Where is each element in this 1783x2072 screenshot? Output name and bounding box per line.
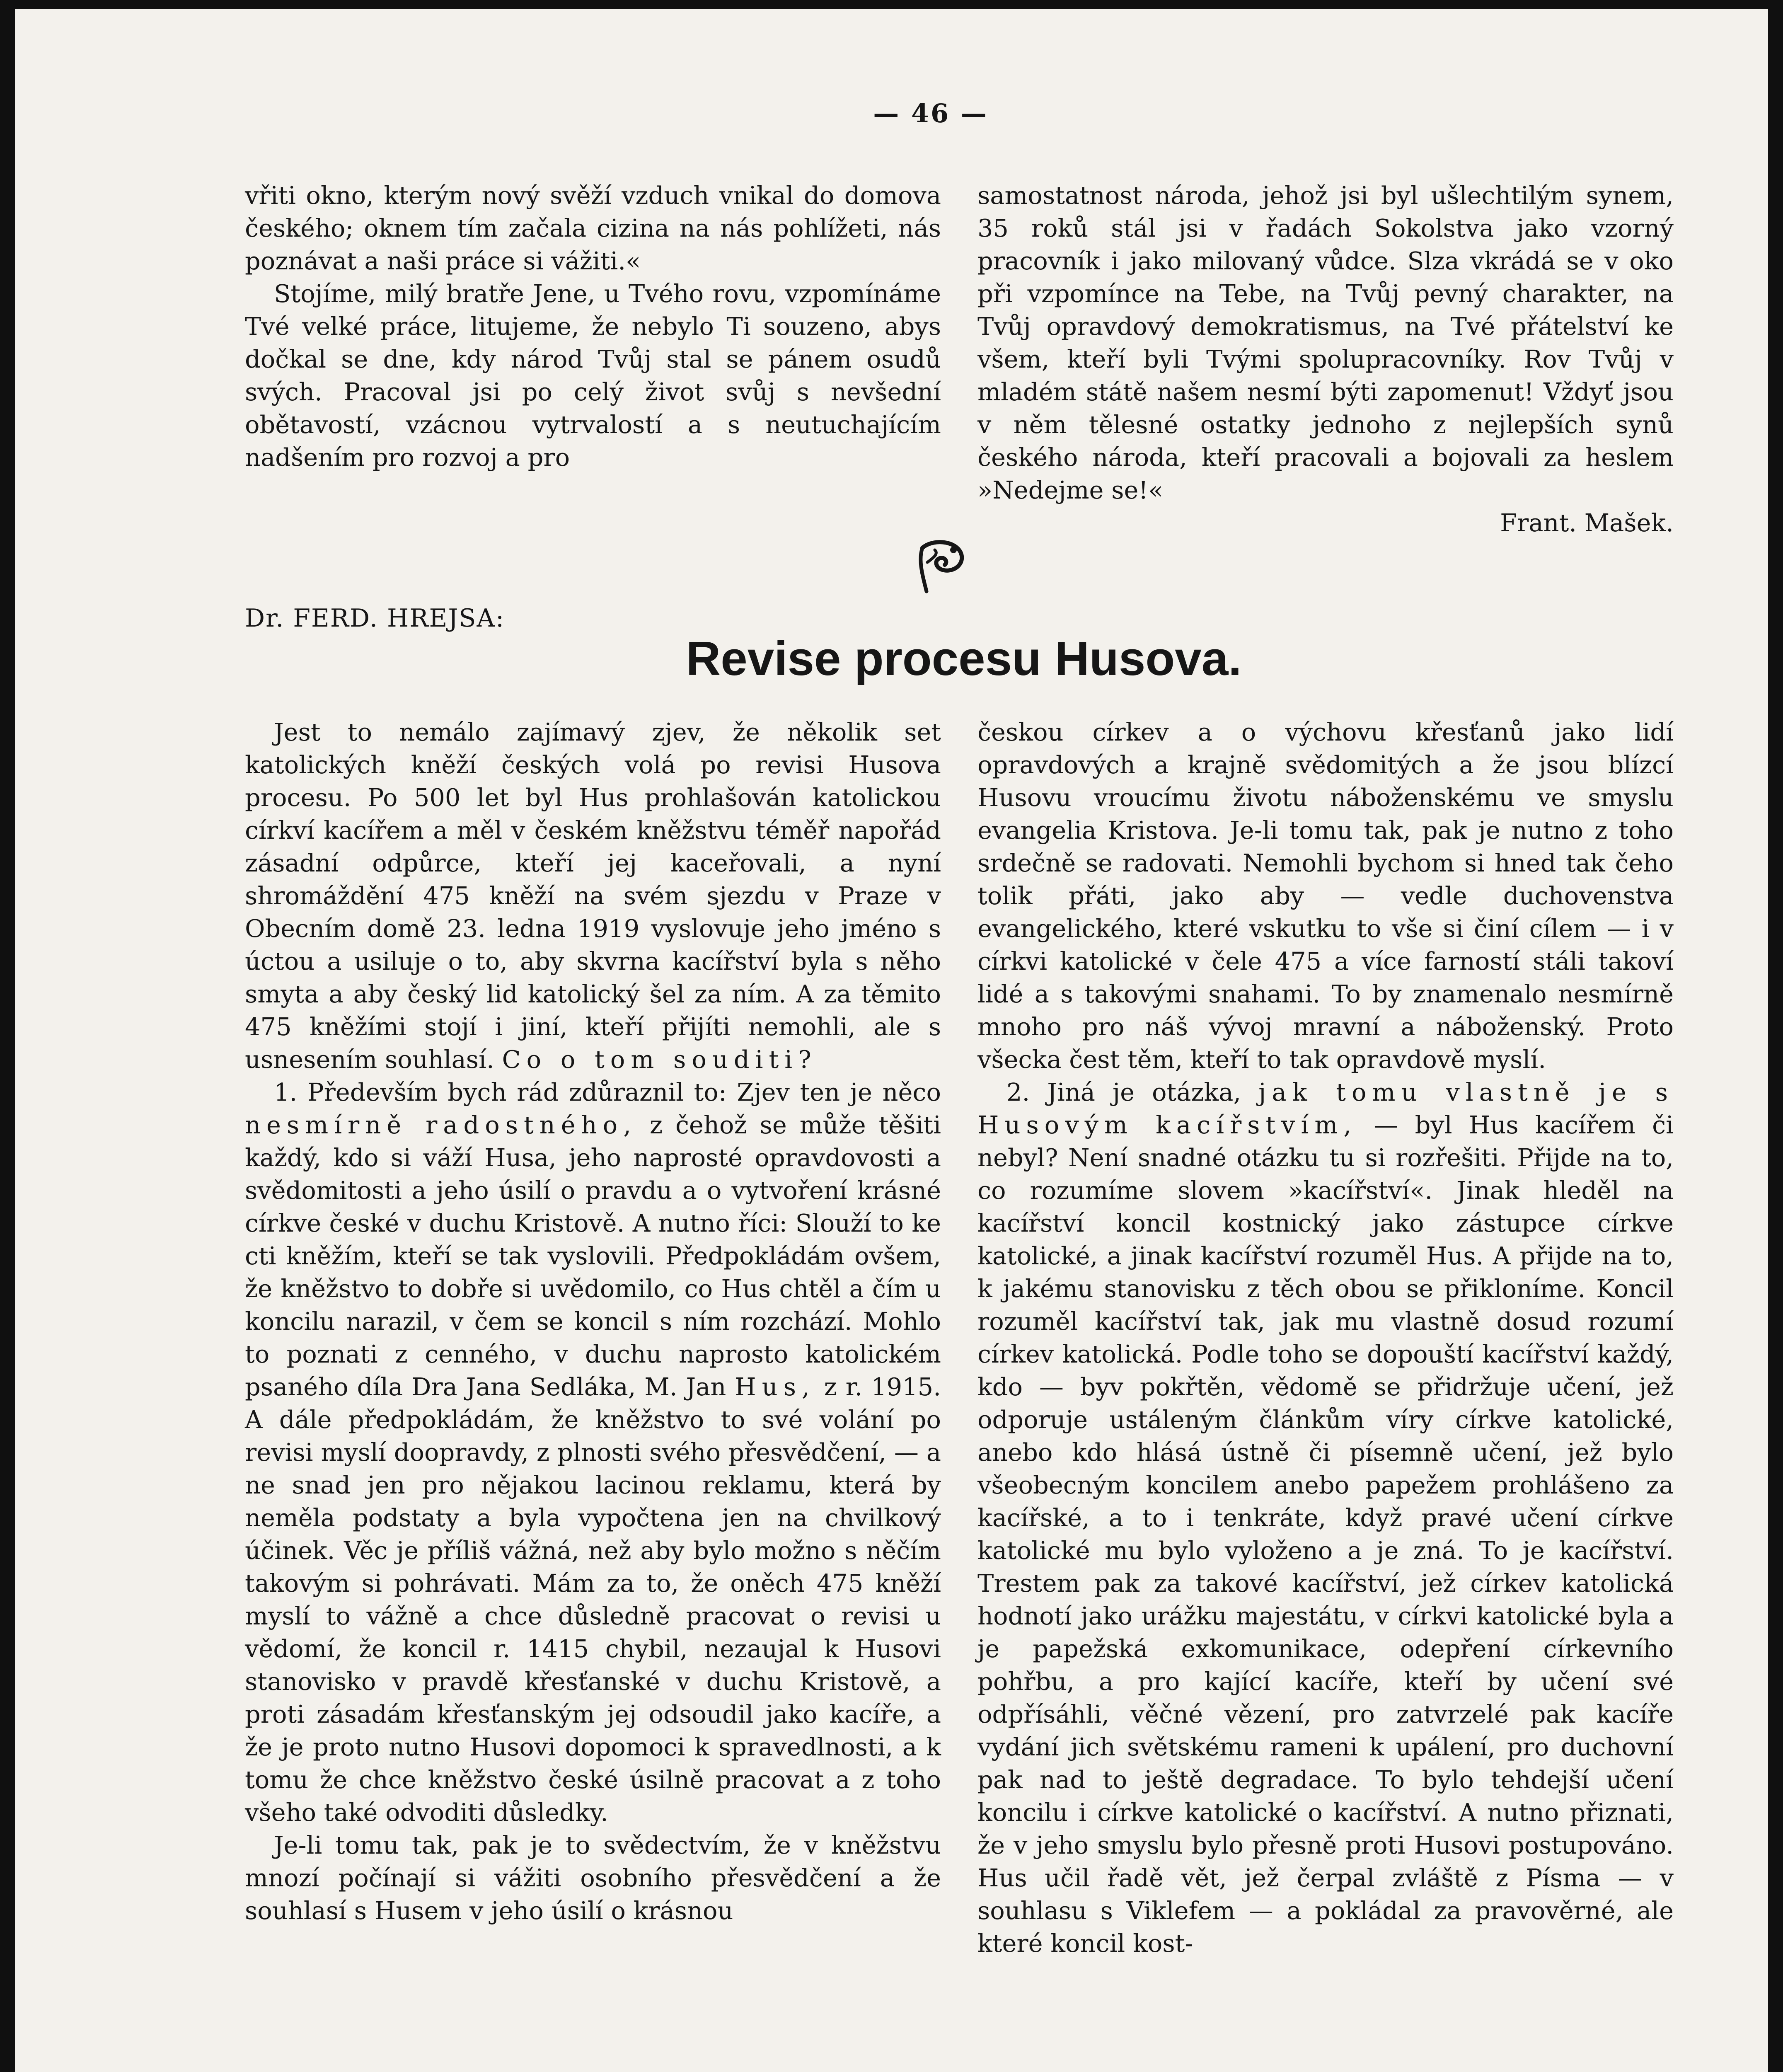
article-paragraph	[245, 1076, 941, 1829]
text-run: — byl Hus kacířem či nebyl? Není snadné otázku tu si rozřešiti. Přijde na to, co rozumíme slovem »kacířství«. Jinak hleděl na kacířství koncil kostnický jako zástupce církve katolické, a jinak kacířství rozuměl Hus. A přijde na to, k jakému stanovisku z těch obou se přikloníme. Koncil rozuměl kacířství tak, jak mu vlastně dosud rozumí církev katolická. Podle toho se dopouští kacířství každý, kdo — byv pokřtěn, vědomě se přidržuje učení, jež odporuje ustáleným článkům víry církve katolické, anebo kdo hlásá ústně či písemně učení, jež bylo všeobecným koncilem anebo papežem prohlášeno za kacířské, a to i tenkráte, když pravé učení církve katolické mu bylo vyloženo a je zná. To je kacířství. Trestem pak za takové kacířství, jež církev katolická hodnotí jako urážku majestátu, v církvi katolické byla a je papežská exkomunikace, odepření církevního pohřbu, a pro kající kacíře, kteří by učení své odpřísáhli, věčné vězení, pro zatvrzelé pak kacíře vydání jich světskému rameni k upálení, pro duchovní pak nad to ještě degradace. To bylo tehdejší učení koncilu i církve katolické o kacířství. A nutno přiznati, že v jeho smyslu bylo přesně proti Husovi postupováno. Hus učil řadě vět, jež čerpal zvláště z Písma — v souhlasu s Viklefem — a pokládal za pravověrné, ale které koncil kost-	[977, 1111, 1674, 1958]
text-run: z čehož se může těšiti každý, kdo si váží Husa, jeho naprosté opravdovosti a svědomitosti a jeho úsilí o pravdu a o vytvoření krásné církve české v duchu Kristově. A nutno říci: Slouží to ke cti kněžím, kteří se tak vyslovili. Předpokládám ovšem, že kněžstvo to dobře si uvědomilo, co Hus chtěl a čím u koncilu narazil, v čem se koncil s ním rozchází. Mohlo to poznati z cenného, v duchu naprosto katolickém psaného díla Dra Jana Sedláka, M. Jan	[245, 1111, 941, 1401]
obituary-paragraph: Stojíme, milý bratře Jene, u Tvého rovu, vzpomínáme Tvé velké práce, litujeme, že nebylo Ti souzeno, abys dočkal se dne, kdy národ Tvůj stal se pánem osudů svých. Pracoval jsi po celý život svůj s nevšední obětavostí, vzácnou vytrvalostí a s neutuchajícím nadšením pro rozvoj a pro	[245, 279, 941, 472]
emphasis: Co o tom souditi?	[502, 1045, 817, 1074]
obituary-right-column	[977, 179, 1674, 539]
text-run: Jest to nemálo zajímavý zjev, že několik set katolických kněží českých volá po revisi Husova procesu. Po 500 let byl Hus prohlašován katolickou církví kacířem a měl v českém kněžstvu téměř napořád zásadní odpůrce, kteří jej kaceřovali, a nyní shromáždění 475 kněží na svém sjezdu v Praze v Obecním domě 23. ledna 1919 vyslovuje jeho jméno s úctou a usiluje o to, aby skvrna kacířství byla s něho smyta a aby český lid katolický šel za ním. A za těmito 475 kněžími stojí i jiní, kteří přijíti nemohli, ale s usnesením souhlasí.	[245, 718, 941, 1074]
article-author: Dr. FERD. HREJSA:	[245, 604, 505, 633]
emphasis: nesmírně radostného,	[245, 1111, 637, 1139]
fleuron-ornament-icon	[910, 537, 972, 595]
obituary-paragraph: samostatnost národa, jehož jsi byl ušlechtilým synem, 35 roků stál jsi v řadách Sokolstva jako vzorný pracovník i jako milovaný vůdce. Slza vkrádá se v oko při vzpomínce na Tebe, na Tvůj pevný charakter, na Tvůj opravdový demokratismus, na Tvé přátelství ke všem, kteří byli Tvými spolupracovníky. Rov Tvůj v mladém státě našem nesmí býti zapomenut! Vždyť jsou v něm tělesné ostatky jednoho z nejlepších synů českého národa, kteří pracovali a bojovali za heslem »Nedejme se!«	[977, 181, 1674, 504]
emphasis: Hus,	[735, 1372, 815, 1401]
article-paragraph: českou církev a o výchovu křesťanů jako lidí opravdových a krajně svědomitých a že jsou blízcí Husovu vroucímu životu náboženskému ve smyslu evangelia Kristova. Je-li tomu tak, pak je nutno z toho srdečně se radovati. Nemohli bychom si hned tak čeho tolik přáti, jako aby — vedle duchovenstva evangelického, které vskutku to vše si činí cílem — i v církvi katolické v čele 475 a více farností stáli takoví lidé a s takovými snahami. To by znamenalo nesmírně mnoho pro náš vývoj mravní a náboženský. Proto všecka čest těm, kteří to tak opravdově myslí.	[977, 718, 1674, 1074]
article-right-column	[977, 716, 1674, 1960]
emphasis: jak tomu vlastně je s Husovým kacířstvím,	[977, 1078, 1674, 1139]
text-run: z r. 1915. A dále předpokládám, že kněžstvo to své volání po revisi myslí doopravdy, z plnosti svého přesvědčení, — a ne snad jen pro nějakou lacinou reklamu, která by neměla podstaty a byla vypočtena jen na chvilkový účinek. Věc je příliš vážná, než aby bylo možno s něčím takovým si pohrávati. Mám za to, že oněch 475 kněží myslí to vážně a chce důsledně pracovat o revisi u vědomí, že koncil r. 1415 chybil, nezaujal k Husovi stanovisko v pravdě křesťanské v duchu Kristově, a proti zásadám křesťanským jej odsoudil jako kacíře, a že je proto nutno Husovi dopomoci k spravedlnosti, a k tomu že chce kněžstvo české úsilně pracovat a z toho všeho také odvoditi důsledky.	[245, 1372, 941, 1827]
obituary-left-column	[245, 179, 941, 474]
text-run: 1. Především bych rád zdůraznil to: Zjev ten je něco	[274, 1078, 941, 1106]
article-paragraph	[977, 1076, 1674, 1960]
text-run: 2. Jiná je otázka,	[1006, 1078, 1241, 1106]
article-title: Revise procesu Husova.	[686, 632, 1242, 685]
obituary-paragraph: vřiti okno, kterým nový svěží vzduch vnikal do domova českého; oknem tím začala cizina na nás pohlížeti, nás poznávat a naši práce si vážiti.«	[245, 181, 941, 275]
article-left-column	[245, 716, 941, 1927]
obituary-signature: Frant. Mašek.	[1500, 508, 1674, 537]
article-paragraph: Je-li tomu tak, pak je to svědectvím, že v kněžstvu mnozí počínají si vážiti osobního přesvědčení a že souhlasí s Husem v jeho úsilí o krásnou	[245, 1831, 941, 1925]
article-paragraph	[245, 716, 941, 1076]
page-number: — 46 —	[873, 98, 988, 128]
